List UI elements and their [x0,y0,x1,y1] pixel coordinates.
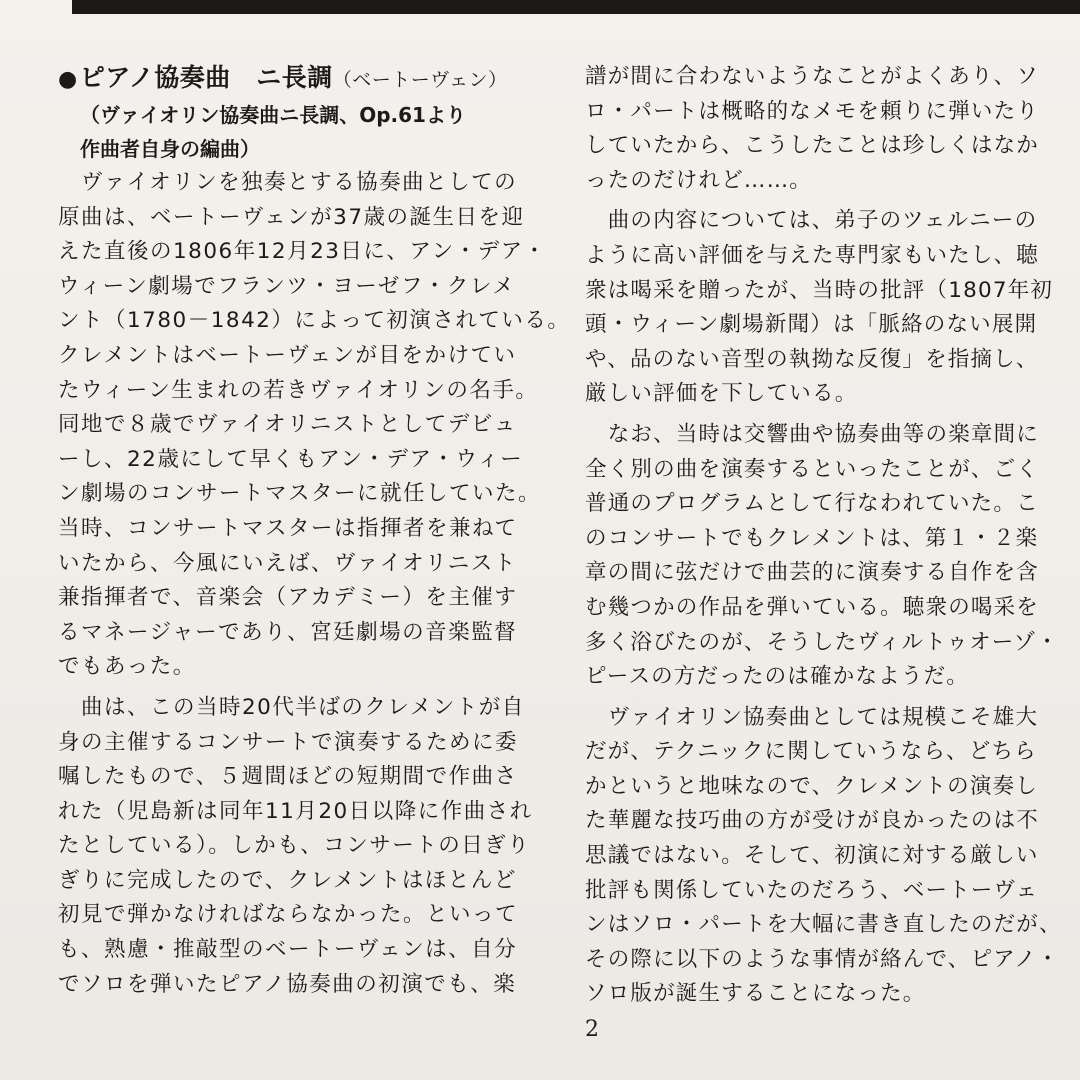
text-line: 思議ではない。そして、初演に対する厳しい [585,843,1039,869]
text-line: 身の主催するコンサートで演奏するために委 [58,729,519,755]
text-line: 曲の内容については、弟子のツェルニーの [585,208,1038,234]
text-line: その際に以下のような事情が絡んで、ピアノ・ [585,946,1060,972]
text-line: るマネージャーであり、宮廷劇場の音楽監督 [58,619,518,645]
right-column [585,60,1062,1012]
text-line: なお、当時は交響曲や協奏曲等の楽章間に [585,421,1040,447]
heading-subtitle-1: （ヴァイオリン協奏曲ニ長調、Op.61より [80,103,466,127]
text-line: ソロ版が誕生することになった。 [585,981,926,1007]
text-line: 初見で弾かなければならなかった。といって [58,902,519,928]
right-column-text [585,60,1062,1012]
text-line: ヴァイオリン協奏曲としては規模こそ雄大 [585,704,1039,730]
text-line: 原曲は、ベートーヴェンが37歳の誕生日を迎 [58,204,525,230]
text-line: のコンサートでもクレメントは、第１・２楽 [585,525,1039,551]
text-line: していたから、こうしたことは珍しくはなか [585,133,1040,159]
text-line: 兼指揮者で、音楽会（アカデミー）を主催す [58,585,518,611]
text-line: も、熟慮・推敲型のベートーヴェンは、自分 [58,937,518,963]
text-line: ント（1780－1842）によって初演されている。 [58,308,571,334]
text-line: ン劇場のコンサートマスターに就任していた。 [58,481,542,507]
section-heading [58,60,548,98]
text-line: 批評も関係していたのだろう、ベートーヴェ [585,877,1039,903]
text-line: 厳しい評価を下している。 [585,381,858,407]
text-line: 当時、コンサートマスターは指揮者を兼ねて [58,515,518,541]
text-line: ーし、22歳にして早くもアン・デア・ウィー [58,446,524,472]
text-line: 頭・ウィーン劇場新聞）は「脈絡のない展開 [585,312,1038,338]
text-line: 譜が間に合わないようなことがよくあり、ソ [585,64,1040,89]
text-line: でもあった。 [58,654,196,680]
text-line: ンはソロ・パートを大幅に書き直したのだが、 [585,912,1062,938]
left-column-text [58,166,571,1002]
text-line: 普通のプログラムとして行なわれていた。こ [585,491,1039,517]
text-line: えた直後の1806年12月23日に、アン・デア・ [58,239,547,265]
text-line: クレメントはベートーヴェンが目をかけてい [58,342,517,368]
text-line: ったのだけれど……。 [585,167,813,193]
text-line: ぎりに完成したので、クレメントはほとんど [58,867,517,893]
heading-composer: （ベートーヴェン） [332,69,508,91]
text-line: 嘱したもので、５週間ほどの短期間で作曲さ [58,764,518,790]
bullet-icon: ● [58,67,78,92]
text-line: でソロを弾いたピアノ協奏曲の初演でも、楽 [58,971,517,997]
text-line: 多く浴びたのが、そうしたヴィルトゥオーゾ・ [585,629,1060,655]
text-line: む幾つかの作品を弾いている。聴衆の喝采を [585,594,1040,620]
text-line: ウィーン劇場でフランツ・ヨーゼフ・クレメ [58,273,516,299]
text-line: たとしている）。しかも、コンサートの日ぎり [58,833,531,859]
text-line: れた（児島新は同年11月20日以降に作曲され [58,798,533,824]
text-line: 章の間に弦だけで曲芸的に演奏する自作を含 [585,560,1040,586]
text-line: かというと地味なので、クレメントの演奏し [585,773,1038,799]
heading-subtitle-2: 作曲者自身の編曲） [80,137,260,161]
text-line: 全く別の曲を演奏するといったことが、ごく [585,456,1040,482]
top-rule [72,0,1080,14]
text-line: ロ・パートは概略的なメモを頼りに弾いたり [585,98,1040,124]
text-line: たウィーン生まれの若きヴァイオリンの名手。 [58,377,539,403]
text-line: 曲は、この当時20代半ばのクレメントが自 [58,694,525,720]
text-line: た華麗な技巧曲の方が受けが良かったのは不 [585,808,1040,834]
text-line: いたから、今風にいえば、ヴァイオリニスト [58,550,517,576]
left-column [58,60,571,1002]
text-line: 衆は喝采を贈ったが、当時の批評（1807年初 [585,277,1054,303]
text-line: だが、テクニックに関していうなら、どちら [585,739,1037,765]
text-line: や、品のない音型の執拗な反復」を指摘し、 [585,346,1039,372]
text-line: ピースの方だったのは確かなようだ。 [585,664,969,690]
text-line: ヴァイオリンを独奏とする協奏曲としての [58,170,518,195]
text-line: 同地で８歳でヴァイオリニストとしてデビュ [58,412,517,438]
text-line: ように高い評価を与えた専門家もいたし、聴 [585,242,1040,268]
page-number: 2 [585,1017,599,1042]
heading-title: ピアノ協奏曲 ニ長調 [79,63,333,92]
